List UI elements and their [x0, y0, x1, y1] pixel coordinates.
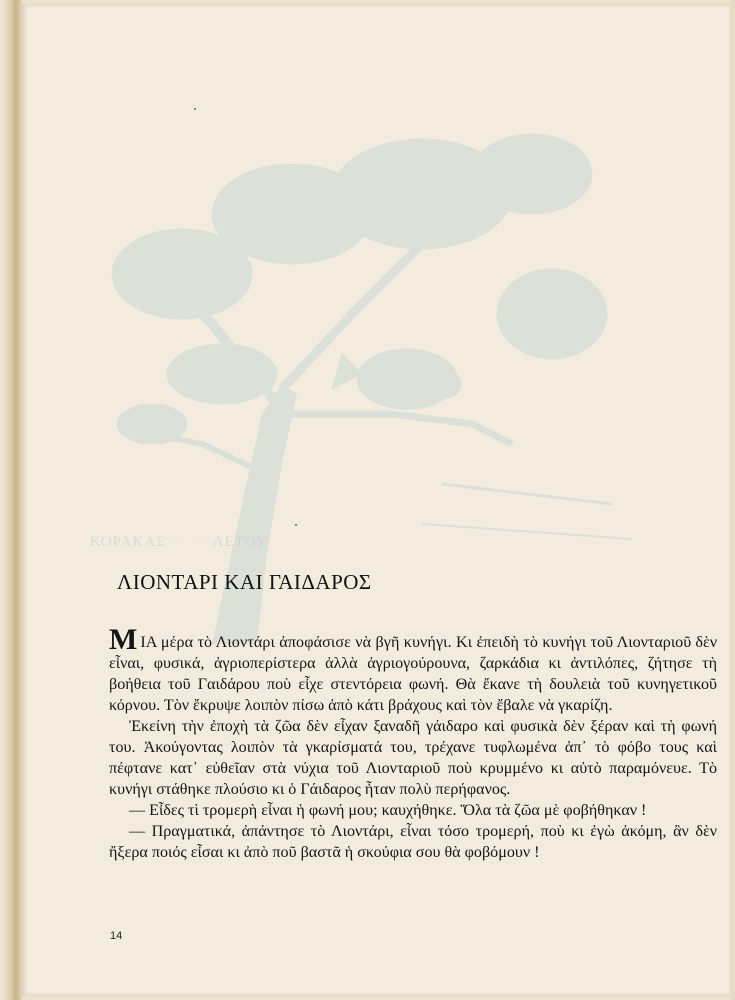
paragraph-3: — Εἶδες τὶ τρομερὴ εἶναι ἡ φωνή μου; καυχήθηκε. Ὅλα τὰ ζῶα μὲ φοβήθηκαν !	[129, 802, 647, 819]
paragraph-2: Ἐκείνη τὴν ἐποχὴ τὰ ζῶα δὲν εἶχαν ξαναδῆ γάιδαρο καὶ φυσικὰ δὲν ξέραν καὶ τὴ φωνή του. Ἀκούγοντας λοιπὸν τὰ γκαρίσματά του, τρέχανε τυφλωμένα ἀπ᾿ τὸ φόβο τους καὶ πέφτανε κατ᾿ εὐθεῖαν στὰ νύχια τοῦ Λιονταριοῦ ποὺ κρυμμένο κι αὐτὸ παραμόνευε. Τὸ κυνήγι στάθηκε πλούσιο κι ὁ Γάιδαρος ἦταν πολὺ περήφανος.	[109, 718, 717, 798]
show-through-heading: ΚΟΡΑΚΑΣ · · · · ΑΕΤΟΥ	[90, 534, 268, 550]
book-page	[22, 4, 730, 996]
story-title: ΛΙΟΝΤΑΡΙ ΚΑΙ ΓΑΙΔΑΡΟΣ	[117, 570, 372, 594]
story-body	[109, 623, 717, 863]
paragraph-4: — Πραγματικά, ἀπάντησε τὸ Λιοντάρι, εἶναι τόσο τρομερή, ποὺ κι ἐγὼ ἀκόμη, ἂν δὲν ἤξερα ποιός εἶσαι κι ἀπὸ ποῦ βαστᾶ ἡ σκούφια σου θὰ φοβόμουν !	[109, 823, 717, 861]
crow-on-tree-illustration	[92, 84, 652, 644]
paragraph-1-text: Λιονταριοῦ δὲν εἶναι, φυσικά, ἀγριοπερίστερα ἀλλὰ ἀγριογούρουνα, ζαρκάδια κι ἀντιλόπες, ζήτησε τὴ βοήθεια τοῦ Γαιδάρου ποὺ εἶχε στεντόρεια φωνή. Θὰ ἔκανε τὴ δουλειὰ τοῦ κυνηγετικοῦ κόρνου. Τὸν ἔκρυψε λοιπὸν πίσω ἀπὸ κάτι βράχους καὶ τὸν ἔβαλε νὰ γκαρίζη.	[109, 634, 717, 714]
page-number: 14	[110, 930, 123, 942]
page-binding-edge	[0, 0, 22, 1000]
first-line-text: ΙΑ μέρα τὸ Λιοντάρι ἀποφάσισε νὰ βγῆ κυνήγι. Κι ἐπειδὴ τὸ κυνήγι τοῦ	[140, 634, 614, 651]
print-speck	[194, 108, 196, 110]
page-right-edge	[730, 0, 735, 1000]
paragraph-1	[109, 623, 717, 716]
print-speck	[295, 524, 297, 526]
drop-cap: Μ	[109, 623, 138, 656]
